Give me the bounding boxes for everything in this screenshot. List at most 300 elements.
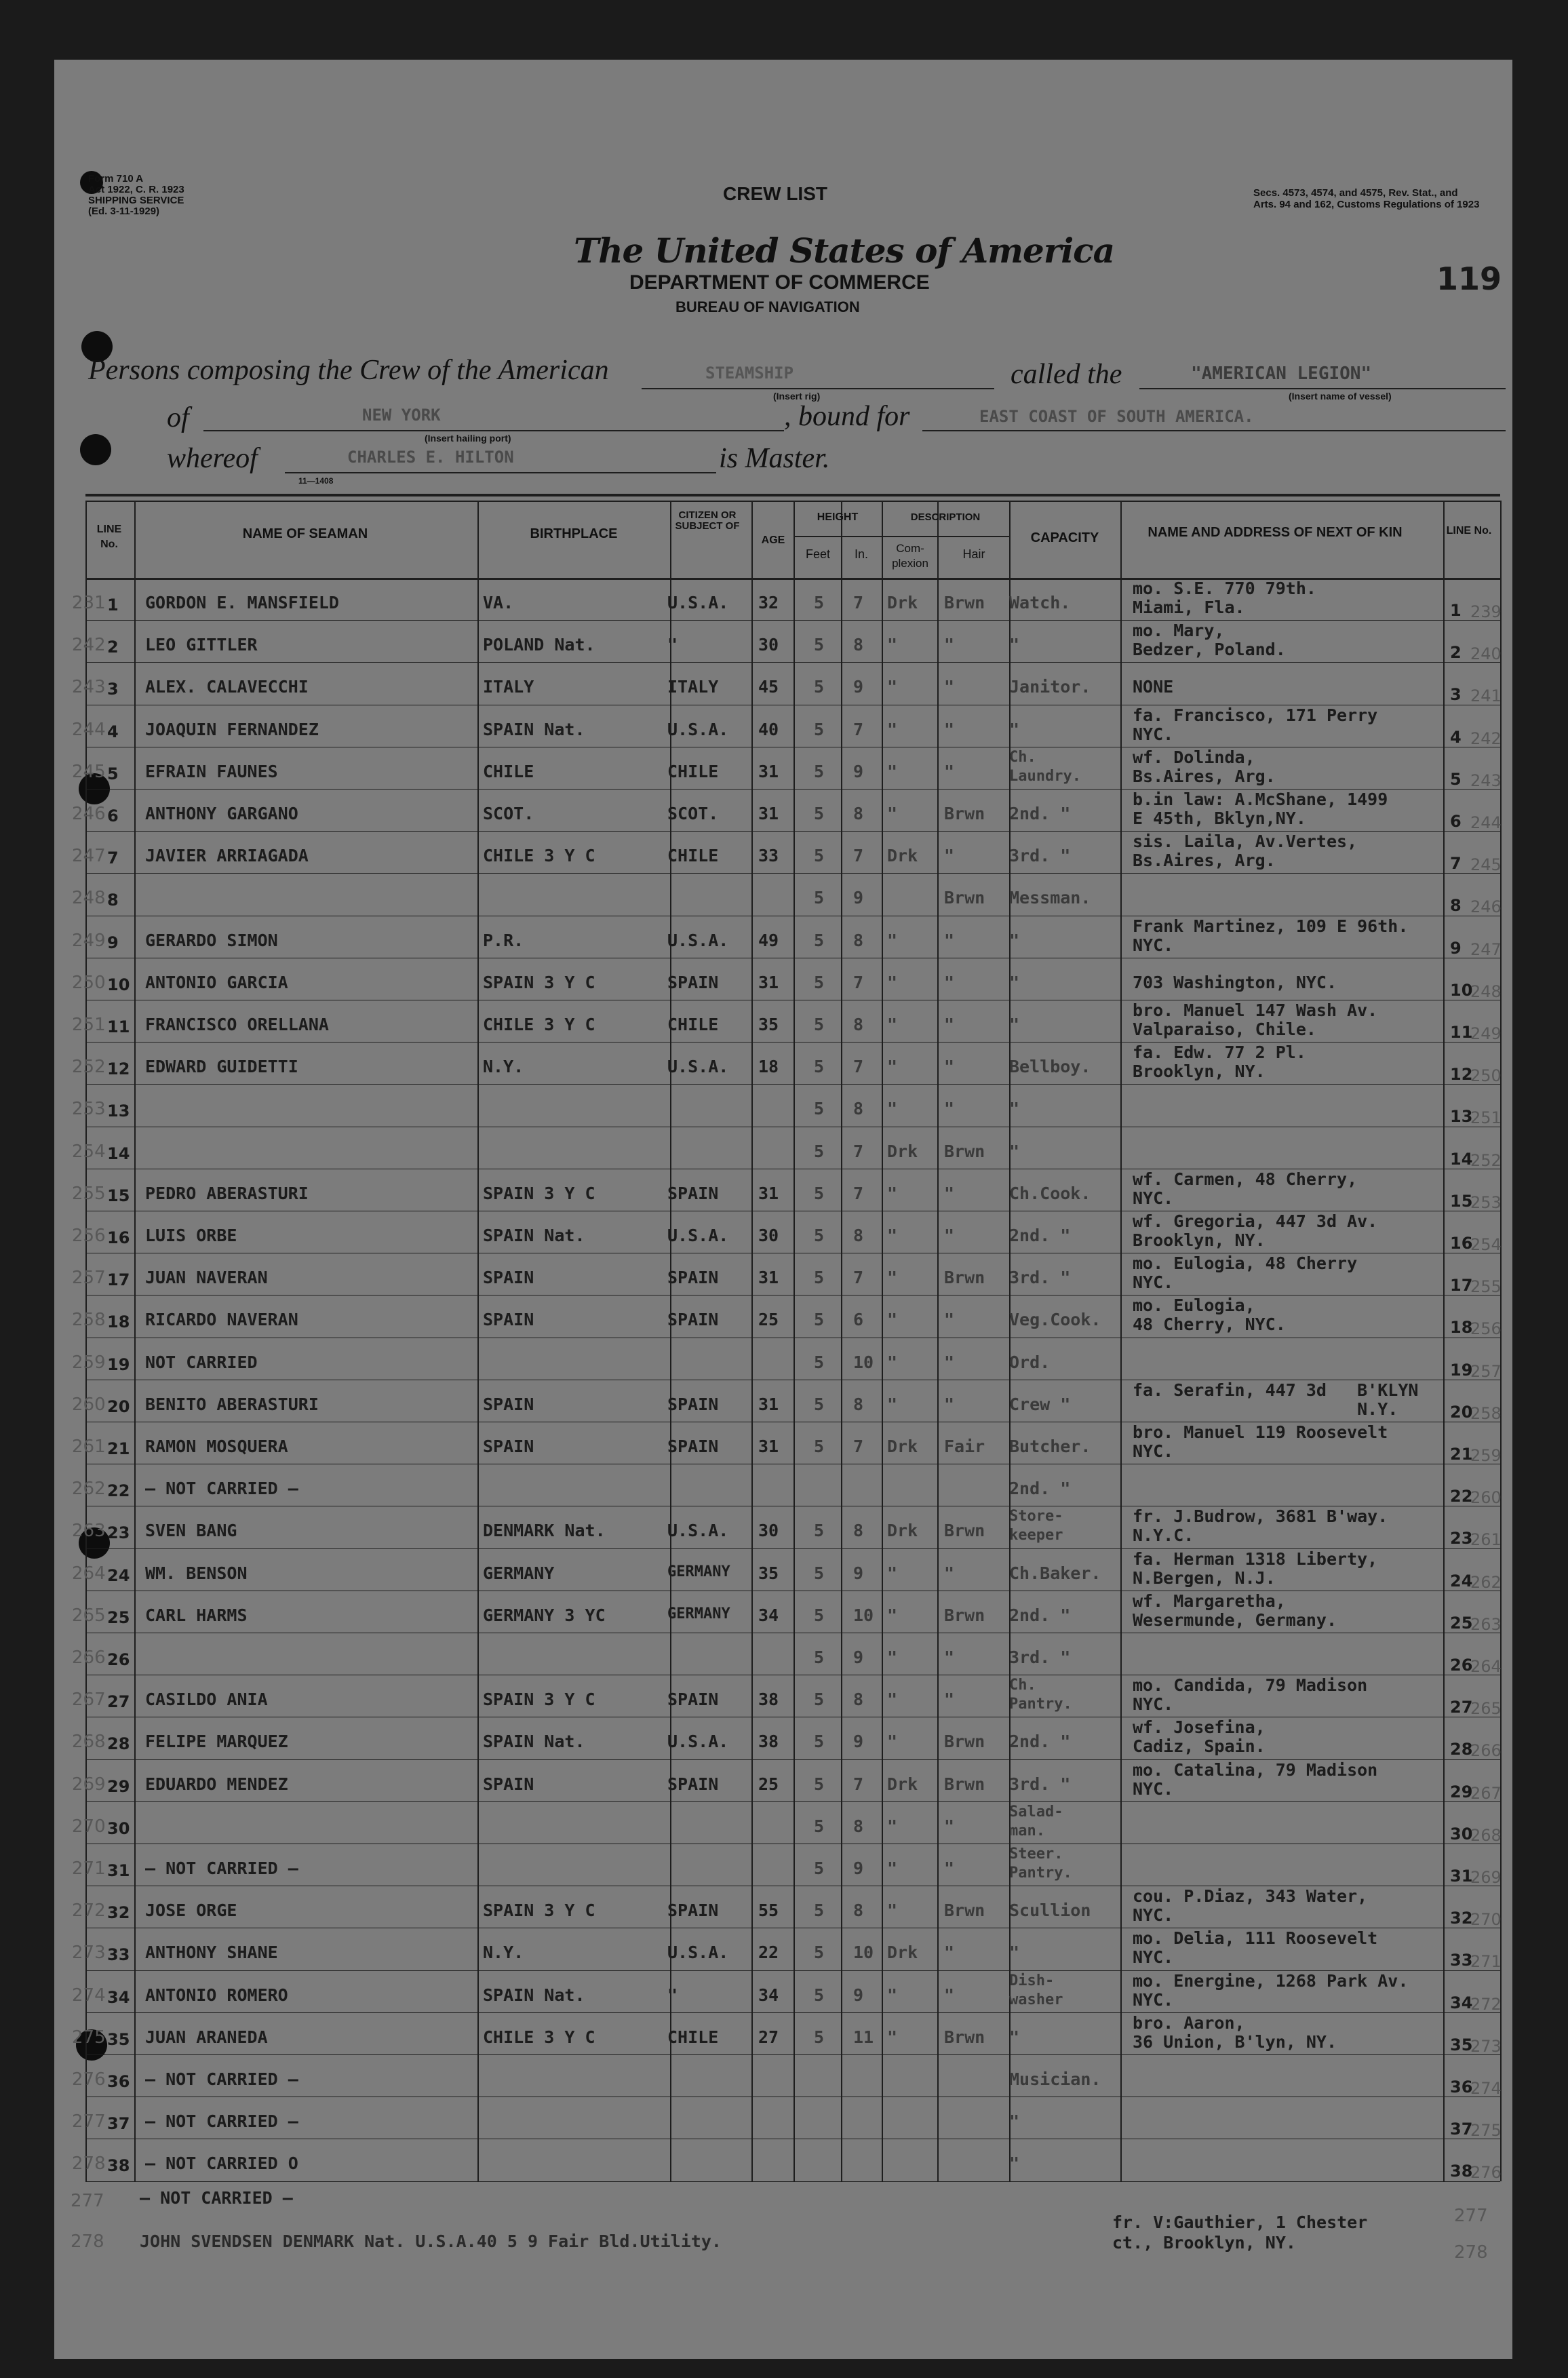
master-value: CHARLES E. HILTON: [347, 448, 514, 467]
height-inches: 8: [853, 930, 864, 950]
next-of-kin: mo. Mary, Bedzer, Poland.: [1133, 621, 1286, 660]
pencil-number-right: 257: [1470, 1361, 1502, 1381]
seaman-name: EDWARD GUIDETTI: [145, 1057, 298, 1077]
complexion: ": [887, 635, 898, 655]
birthplace: SPAIN: [483, 1394, 534, 1414]
height-inches: 7: [853, 1183, 864, 1203]
line-number-right: 31: [1450, 1867, 1473, 1886]
hair: ": [944, 719, 955, 739]
seaman-name: — NOT CARRIED —: [145, 2069, 298, 2089]
table-row-rule: [85, 620, 1500, 621]
table-top-rule: [85, 494, 1500, 496]
pencil-number-right: 252: [1470, 1150, 1502, 1170]
citizenship: U.S.A.: [667, 1732, 729, 1752]
pencil-number: 272: [72, 1901, 106, 1922]
pencil-number-right: 250: [1470, 1066, 1502, 1086]
complexion: Drk: [887, 1521, 918, 1541]
line-number: 33: [107, 1945, 130, 1965]
line-number-right: 34: [1450, 1993, 1473, 2012]
complexion: ": [887, 1732, 898, 1752]
line-number: 4: [107, 722, 119, 741]
height-feet: 5: [814, 719, 825, 739]
complexion: ": [887, 1690, 898, 1710]
complexion: ": [887, 677, 898, 697]
line-number-right: 35: [1450, 2035, 1473, 2054]
next-of-kin: b.in law: A.McShane, 1499 E 45th, Bklyn,NY.: [1133, 790, 1388, 828]
height-feet: 5: [814, 1310, 825, 1330]
complexion: ": [887, 1015, 898, 1034]
statute-line: Secs. 4573, 4574, and 4575, Rev. Stat., and: [1253, 187, 1458, 199]
line-number-right: 6: [1450, 812, 1462, 831]
next-of-kin: fa. Edw. 77 2 Pl. Brooklyn, NY.: [1133, 1042, 1306, 1082]
pencil-number-right: 241: [1470, 686, 1502, 706]
next-of-kin: fa. Francisco, 171 Perry NYC.: [1133, 705, 1378, 744]
line-number: 36: [107, 2072, 130, 2091]
capacity: ": [1009, 1943, 1020, 1963]
height-inches: 9: [853, 1858, 864, 1878]
line-number: 3: [107, 680, 119, 699]
table-column-rule: [134, 501, 136, 2181]
seaman-name: LUIS ORBE: [145, 1226, 237, 1245]
complexion: ": [887, 1901, 898, 1921]
col-header-age: AGE: [761, 534, 785, 546]
pencil-number-right: 273: [1470, 2036, 1502, 2056]
complexion: ": [887, 1605, 898, 1625]
next-of-kin: 703 Washington, NYC.: [1133, 972, 1337, 992]
line-number: 23: [107, 1523, 130, 1543]
destination-underline: [922, 430, 1506, 431]
line-number: 9: [107, 933, 119, 952]
hair: ": [944, 1690, 955, 1710]
capacity: 3rd. ": [1009, 1774, 1071, 1794]
col-header-name: NAME OF SEAMAN: [242, 526, 368, 541]
height-feet: 5: [814, 1858, 825, 1878]
rig-underline: [642, 388, 994, 389]
height-feet: 5: [814, 1057, 825, 1077]
pencil-number-right: 242: [1470, 728, 1502, 748]
pencil-number: 266: [72, 1648, 106, 1668]
height-feet: 5: [814, 804, 825, 823]
capacity: Ch.Baker.: [1009, 1563, 1101, 1583]
age: 35: [758, 1563, 779, 1583]
hair: ": [944, 1310, 955, 1330]
line-number-right: 9: [1450, 938, 1462, 958]
pencil-number: 260: [72, 1394, 106, 1415]
hair: ": [944, 1816, 955, 1836]
height-inches: 6: [853, 1310, 864, 1330]
pencil-number-right: 267: [1470, 1783, 1502, 1803]
pencil-number: 245: [72, 761, 106, 782]
age: 30: [758, 1226, 779, 1245]
line-number: 26: [107, 1650, 130, 1669]
age: 18: [758, 1057, 779, 1077]
master-underline: [285, 472, 716, 473]
citizenship: U.S.A.: [667, 719, 729, 739]
citizenship: SPAIN: [667, 1437, 719, 1456]
height-feet: 5: [814, 1690, 825, 1710]
next-of-kin: fa. Serafin, 447 3d B'KLYN N.Y.: [1133, 1380, 1419, 1419]
height-feet: 5: [814, 1099, 825, 1119]
hair: ": [944, 1985, 955, 2005]
next-of-kin: mo. Catalina, 79 Madison NYC.: [1133, 1759, 1378, 1799]
line-number-right: 5: [1450, 769, 1462, 789]
height-feet: 5: [814, 1141, 825, 1161]
height-inches: 9: [853, 677, 864, 697]
height-inches: 11: [853, 2027, 874, 2047]
line-number-right: 1: [1450, 601, 1462, 620]
capacity: ": [1009, 1015, 1020, 1034]
height-inches: 7: [853, 1141, 864, 1161]
table-column-rule: [751, 501, 753, 2181]
line-number-right: 12: [1450, 1065, 1473, 1085]
height-feet: 5: [814, 930, 825, 950]
line-number-right: 24: [1450, 1571, 1473, 1591]
pencil-number-right: 275: [1470, 2121, 1502, 2141]
height-inches: 8: [853, 1226, 864, 1245]
height-feet: 5: [814, 1563, 825, 1583]
height-feet: 5: [814, 1985, 825, 2005]
pencil-number: 257: [72, 1268, 106, 1289]
birthplace: SPAIN: [483, 1268, 534, 1288]
line-number-right: 21: [1450, 1445, 1473, 1464]
line-number-right: 23: [1450, 1529, 1473, 1548]
seaman-name: GORDON E. MANSFIELD: [145, 593, 339, 612]
crew-list-title: CREW LIST: [723, 183, 827, 204]
capacity: Bellboy.: [1009, 1057, 1091, 1077]
punch-hole-2: [80, 434, 111, 465]
citizenship: U.S.A.: [667, 1521, 729, 1541]
pencil-number-right: 264: [1470, 1657, 1502, 1676]
pencil-number-right: 259: [1470, 1446, 1502, 1465]
line-number: 37: [107, 2114, 130, 2134]
line-number-right: 7: [1450, 854, 1462, 874]
birthplace: SCOT.: [483, 804, 534, 823]
pencil-number-right: 243: [1470, 771, 1502, 790]
complexion: ": [887, 1310, 898, 1330]
line-number-right: 33: [1450, 1951, 1473, 1970]
age: 31: [758, 1437, 779, 1456]
seaman-name: JUAN NAVERAN: [145, 1268, 268, 1288]
citizenship: GERMANY: [667, 1563, 730, 1580]
line-number-right: 16: [1450, 1234, 1473, 1253]
form-id-line: (Ed. 3-11-1929): [88, 206, 160, 217]
height-feet: 5: [814, 846, 825, 866]
complexion: ": [887, 1394, 898, 1414]
line-number-right: 18: [1450, 1318, 1473, 1338]
height-feet: 5: [814, 1605, 825, 1625]
citizenship: SPAIN: [667, 1690, 719, 1710]
line-number: 16: [107, 1228, 130, 1247]
height-subheader-rule: [793, 536, 882, 537]
pencil-number: 271: [72, 1858, 106, 1879]
seaman-name: PEDRO ABERASTURI: [145, 1183, 309, 1203]
capacity: ": [1009, 635, 1020, 655]
hair: Brwn: [944, 1605, 985, 1625]
pencil-number: 262: [72, 1479, 106, 1500]
citizenship: U.S.A.: [667, 1226, 729, 1245]
next-of-kin: mo. Eulogia, 48 Cherry NYC.: [1133, 1253, 1358, 1293]
birthplace: SPAIN Nat.: [483, 1732, 585, 1752]
table-column-rule: [882, 501, 883, 2181]
table-column-rule: [85, 501, 87, 2181]
pencil-number: 270: [72, 1816, 106, 1837]
table-row-rule: [85, 662, 1500, 663]
description-subheader-rule: [882, 536, 1009, 537]
line-number: 17: [107, 1270, 130, 1290]
height-feet: 5: [814, 2027, 825, 2047]
table-row-rule: [85, 2181, 1500, 2182]
seaman-name: JAVIER ARRIAGADA: [145, 846, 309, 866]
citizenship: ": [667, 1985, 678, 2005]
seaman-name: — NOT CARRIED —: [145, 1479, 298, 1499]
capacity: Musician.: [1009, 2069, 1101, 2089]
capacity: ": [1009, 2153, 1020, 2174]
age: 31: [758, 1268, 779, 1288]
pencil-number: 269: [72, 1774, 106, 1795]
form-identifier: [88, 174, 184, 217]
col-header-feet: Feet: [805, 547, 831, 561]
col-header-line-right: LINE No.: [1446, 525, 1492, 537]
pencil-number-right: 262: [1470, 1572, 1502, 1592]
print-code: 11—1408: [298, 476, 334, 486]
complexion: ": [887, 719, 898, 739]
line-number: 8: [107, 891, 119, 910]
next-of-kin: cou. P.Diaz, 343 Water, NYC.: [1133, 1886, 1368, 1926]
age: 40: [758, 719, 779, 739]
citizenship: SPAIN: [667, 1394, 719, 1414]
line-number-right: 19: [1450, 1360, 1473, 1380]
line-number: 12: [107, 1059, 130, 1079]
height-feet: 5: [814, 1774, 825, 1794]
complexion: Drk: [887, 1437, 918, 1456]
next-of-kin: fr. J.Budrow, 3681 B'way. N.Y.C.: [1133, 1506, 1388, 1546]
seaman-name: FELIPE MARQUEZ: [145, 1732, 288, 1752]
birthplace: N.Y.: [483, 1057, 524, 1077]
pencil-number-right: 248: [1470, 981, 1502, 1001]
complexion: ": [887, 761, 898, 781]
next-of-kin: wf. Carmen, 48 Cherry, NYC.: [1133, 1169, 1358, 1208]
citizenship: CHILE: [667, 761, 719, 781]
footer-right-277: 277: [1454, 2206, 1488, 2226]
destination-value: EAST COAST OF SOUTH AMERICA.: [979, 407, 1254, 426]
citizenship: SPAIN: [667, 972, 719, 992]
birthplace: GERMANY 3 YC: [483, 1605, 606, 1625]
height-inches: 9: [853, 1985, 864, 2005]
pencil-number: 251: [72, 1015, 106, 1035]
age: 31: [758, 972, 779, 992]
col-header-line: LINE No.: [96, 524, 122, 550]
pencil-number: 250: [72, 972, 106, 993]
birthplace: SPAIN 3 Y C: [483, 1901, 595, 1921]
statute-line: Arts. 94 and 162, Customs Regulations of 1923: [1253, 199, 1480, 210]
line-number: 6: [107, 806, 119, 825]
age: 25: [758, 1310, 779, 1330]
height-inches: 10: [853, 1352, 874, 1372]
seaman-name: EDUARDO MENDEZ: [145, 1774, 288, 1794]
height-feet: 5: [814, 1394, 825, 1414]
pencil-number: 261: [72, 1437, 106, 1457]
complexion: ": [887, 804, 898, 823]
seaman-name: FRANCISCO ORELLANA: [145, 1015, 329, 1034]
age: 49: [758, 930, 779, 950]
footer-john-svendsen: JOHN SVENDSEN DENMARK Nat. U.S.A.40 5 9 Fair Bld.Utility.: [140, 2231, 722, 2251]
next-of-kin: mo. Eulogia, 48 Cherry, NYC.: [1133, 1295, 1286, 1335]
capacity: ": [1009, 1141, 1020, 1161]
height-inches: 7: [853, 1268, 864, 1288]
height-inches: 7: [853, 1437, 864, 1456]
pencil-number-right: 270: [1470, 1910, 1502, 1930]
seaman-name: RICARDO NAVERAN: [145, 1310, 298, 1330]
line-number: 13: [107, 1102, 130, 1121]
col-header-hair: Hair: [962, 547, 985, 561]
height-feet: 5: [814, 1521, 825, 1541]
col-header-description: DESCRIPTION: [910, 511, 981, 523]
pencil-number: 244: [72, 719, 106, 740]
capacity: Dish- washer: [1009, 1972, 1063, 2008]
birthplace: ITALY: [483, 677, 534, 697]
height-feet: 5: [814, 593, 825, 612]
pencil-number-right: 245: [1470, 855, 1502, 875]
age: 34: [758, 1605, 779, 1625]
line-number: 34: [107, 1987, 130, 2007]
line-number: 38: [107, 2156, 130, 2176]
age: 38: [758, 1690, 779, 1710]
line-number-right: 28: [1450, 1740, 1473, 1759]
line-number-right: 25: [1450, 1613, 1473, 1633]
birthplace: CHILE 3 Y C: [483, 2027, 595, 2047]
seaman-name: CASILDO ANIA: [145, 1690, 268, 1710]
pencil-number-right: 251: [1470, 1108, 1502, 1128]
statute-reference: [1253, 187, 1479, 210]
pencil-number: 259: [72, 1352, 106, 1373]
footer-pencil-277: 277: [71, 2191, 104, 2211]
hair: ": [944, 1226, 955, 1245]
hair: ": [944, 1099, 955, 1119]
table-row-rule: [85, 1801, 1500, 1802]
col-header-birthplace: BIRTHPLACE: [530, 526, 618, 541]
seaman-name: ANTONIO ROMERO: [145, 1985, 288, 2005]
form-id-line: Form 710 A: [88, 173, 144, 184]
line-number: 25: [107, 1607, 130, 1627]
capacity: Messman.: [1009, 888, 1091, 908]
height-inches: 10: [853, 1943, 874, 1963]
pencil-number: 249: [72, 930, 106, 951]
citizenship: SPAIN: [667, 1268, 719, 1288]
height-inches: 8: [853, 635, 864, 655]
height-feet: 5: [814, 1732, 825, 1752]
capacity: ": [1009, 2111, 1020, 2132]
complexion: ": [887, 1858, 898, 1878]
height-feet: 5: [814, 1901, 825, 1921]
line-number-right: 17: [1450, 1276, 1473, 1295]
col-header-complexion: Com-plexion: [892, 542, 928, 570]
capacity: 2nd. ": [1009, 1226, 1071, 1245]
line-number: 30: [107, 1818, 130, 1838]
height-inches: 8: [853, 1521, 864, 1541]
birthplace: CHILE: [483, 761, 534, 781]
age: 27: [758, 2027, 779, 2047]
table-column-rule: [937, 501, 939, 2181]
next-of-kin: mo. S.E. 770 79th. Miami, Fla.: [1133, 579, 1316, 617]
hair: ": [944, 1648, 955, 1667]
line-number-right: 26: [1450, 1656, 1473, 1675]
age: 45: [758, 677, 779, 697]
line-number: 18: [107, 1312, 130, 1332]
height-feet: 5: [814, 761, 825, 781]
next-of-kin: bro. Manuel 147 Wash Av. Valparaiso, Chile.: [1133, 1000, 1378, 1039]
pencil-number-right: 272: [1470, 1994, 1502, 2014]
complexion: ": [887, 1563, 898, 1583]
nation-title: The United States of America: [574, 231, 1115, 271]
line-number-right: 3: [1450, 685, 1462, 705]
pencil-number: 263: [72, 1521, 106, 1542]
height-inches: 7: [853, 719, 864, 739]
line-number: 21: [107, 1439, 130, 1458]
next-of-kin: wf. Gregoria, 447 3d Av. Brooklyn, NY.: [1133, 1211, 1378, 1250]
birthplace: DENMARK Nat.: [483, 1521, 606, 1541]
pencil-number-right: 249: [1470, 1024, 1502, 1043]
pencil-number: 231: [72, 593, 106, 613]
next-of-kin: NONE: [1133, 677, 1174, 697]
line-number: 28: [107, 1734, 130, 1754]
seaman-name: SVEN BANG: [145, 1521, 237, 1541]
height-feet: 5: [814, 1226, 825, 1245]
birthplace: VA.: [483, 593, 514, 612]
pencil-number: 273: [72, 1943, 106, 1964]
department-title: DEPARTMENT OF COMMERCE: [629, 271, 930, 294]
citizenship: SCOT.: [667, 804, 719, 823]
height-inches: 10: [853, 1605, 874, 1625]
complexion: ": [887, 1057, 898, 1077]
pencil-number: 254: [72, 1141, 106, 1162]
citizenship: SPAIN: [667, 1774, 719, 1794]
next-of-kin: mo. Candida, 79 Madison NYC.: [1133, 1675, 1368, 1715]
age: 31: [758, 1394, 779, 1414]
pencil-number-right: 260: [1470, 1488, 1502, 1508]
hair: ": [944, 846, 955, 866]
height-feet: 5: [814, 1943, 825, 1963]
birthplace: CHILE 3 Y C: [483, 1015, 595, 1034]
line-number-right: 4: [1450, 727, 1462, 747]
whereof-label: whereof: [167, 443, 258, 474]
table-column-rule: [670, 501, 671, 2181]
next-of-kin: sis. Laila, Av.Vertes, Bs.Aires, Arg.: [1133, 832, 1358, 871]
hair: ": [944, 972, 955, 992]
capacity: 2nd. ": [1009, 1479, 1071, 1499]
pencil-number-right: 253: [1470, 1192, 1502, 1212]
capacity: 3rd. ": [1009, 846, 1071, 866]
line-number: 27: [107, 1692, 130, 1712]
capacity: ": [1009, 972, 1020, 992]
line-number: 15: [107, 1186, 130, 1205]
hair: ": [944, 1183, 955, 1203]
height-inches: 8: [853, 1690, 864, 1710]
pencil-number-right: 265: [1470, 1699, 1502, 1719]
line-number-right: 27: [1450, 1698, 1473, 1717]
height-inches: 7: [853, 593, 864, 612]
birthplace: SPAIN Nat.: [483, 1226, 585, 1245]
pencil-number: 267: [72, 1690, 106, 1711]
age: 31: [758, 804, 779, 823]
line-number-right: 11: [1450, 1023, 1473, 1042]
form-id-line: SHIPPING SERVICE: [88, 195, 184, 206]
capacity: 2nd. ": [1009, 1605, 1071, 1625]
capacity: Ch.Cook.: [1009, 1183, 1091, 1203]
pencil-number: 275: [72, 2027, 106, 2048]
next-of-kin: Frank Martinez, 109 E 96th. NYC.: [1133, 916, 1409, 955]
seaman-name: JOAQUIN FERNANDEZ: [145, 719, 319, 739]
height-feet: 5: [814, 1352, 825, 1372]
